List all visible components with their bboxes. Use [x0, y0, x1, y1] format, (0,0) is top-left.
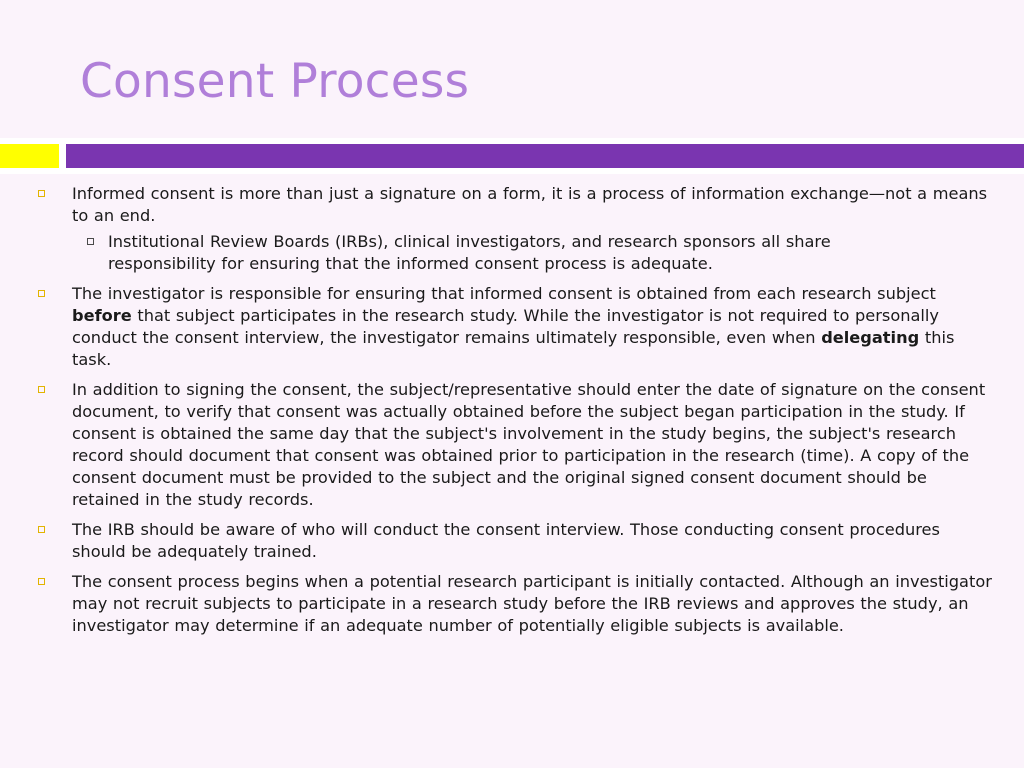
bullet-text-part: that subject participates in the research study. While the investigator is not required to personally conduct the consent interview, the investigator remains ultimately responsible, even when	[72, 306, 939, 347]
bullet-item	[0, 379, 992, 511]
emphasis-before: before	[72, 306, 132, 325]
bullet-item	[0, 183, 992, 227]
bullet-text: The consent process begins when a potential research participant is initially contacted. Although an investigator may not recruit subjects to participate in a research study before the IRB reviews and approves the study, an investigator may determine if an adequate number of potentially eligible subjects is available.	[72, 572, 992, 635]
square-bullet-icon	[38, 290, 45, 297]
bullet-item	[0, 519, 992, 563]
bullet-list	[0, 183, 1024, 645]
accent-bar-purple	[66, 144, 1024, 168]
bullet-text: The IRB should be aware of who will conduct the consent interview. Those conducting consent procedures should be adequately trained.	[72, 520, 940, 561]
sub-bullet-text: Institutional Review Boards (IRBs), clinical investigators, and research sponsors all share responsibility for ensuring that the informed consent process is adequate.	[108, 232, 831, 273]
square-bullet-icon	[87, 238, 94, 245]
bullet-text-part: The investigator is responsible for ensuring that informed consent is obtained from each research subject	[72, 284, 936, 303]
square-bullet-icon	[38, 190, 45, 197]
emphasis-delegating: delegating	[821, 328, 920, 347]
bullet-item	[0, 571, 992, 637]
bullet-text: Informed consent is more than just a signature on a form, it is a process of information exchange—not a means to an end.	[72, 184, 988, 225]
bullet-text: In addition to signing the consent, the subject/representative should enter the date of signature on the consent document, to verify that consent was actually obtained before the subject began participation in the study. If consent is obtained the same day that the subject's involvement in the study begins, the subject's research record should document that consent was obtained prior to participation in the research (time). A copy of the consent document must be provided to the subject and the original signed consent document should be retained in the study records.	[72, 380, 986, 509]
square-bullet-icon	[38, 578, 45, 585]
slide-title: Consent Process	[80, 54, 470, 109]
square-bullet-icon	[38, 526, 45, 533]
accent-bar-yellow	[0, 144, 59, 168]
sub-bullet-item	[0, 231, 898, 275]
bullet-text-part: this task.	[72, 328, 955, 369]
square-bullet-icon	[38, 386, 45, 393]
bullet-item	[0, 283, 992, 371]
